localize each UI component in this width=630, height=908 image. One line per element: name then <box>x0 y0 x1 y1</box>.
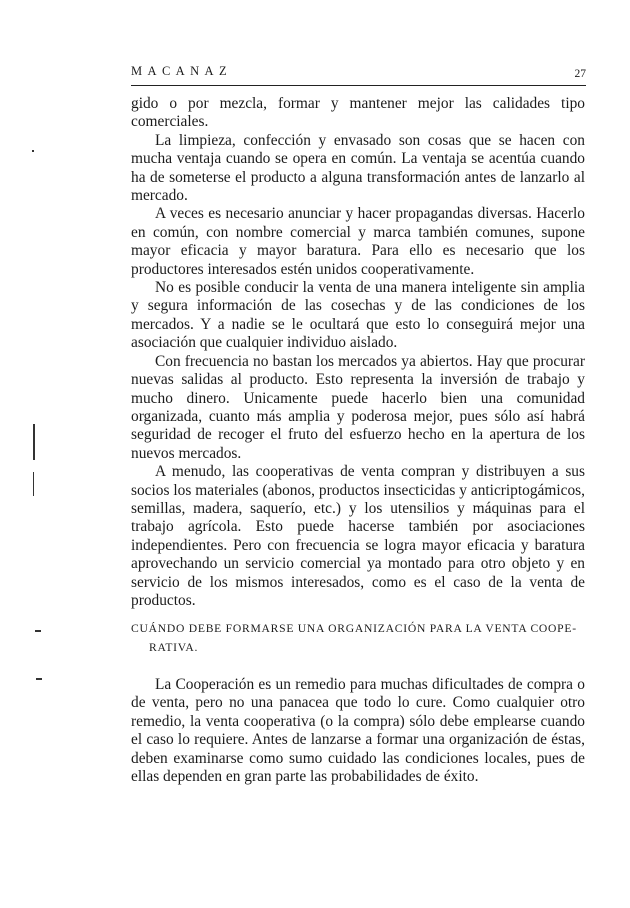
margin-mark <box>35 630 41 632</box>
paragraph-cooperation-remedy: La Cooperación es un remedio para muchas dificultades de compra o de venta, pero no una panacea que todo lo cure. Como cualquier otro remedio, la venta cooperativa (o la compra) sólo debe emplearse cuando el caso lo requiere. Antes de lanzarse a formar una organización de éstas, deben examinarse como sumo cuidado las condiciones locales, pues de ellas dependen en gran parte las probabilidades de éxito. <box>131 676 585 786</box>
page-number: 27 <box>574 68 586 80</box>
running-head <box>131 62 586 82</box>
running-title: MACANAZ <box>131 64 232 78</box>
paragraph-market-information: No es posible conducir la venta de una manera inteligente sin amplia y segura información de las cosechas y de las condiciones de los mercados. Y a nadie se le ocultará que esto lo conseguirá mejor una asociación que cualquier individuo aislado. <box>131 279 585 352</box>
section-heading-line-1: CUÁNDO DEBE FORMARSE UNA ORGANIZACIÓN PARA LA VENTA COOPE- <box>131 622 577 635</box>
body-text <box>131 95 585 610</box>
section-heading <box>131 619 585 657</box>
paragraph-new-markets: Con frecuencia no bastan los mercados ya abiertos. Hay que procurar nuevas salidas al producto. Esto representa la inversión de trabajo y mucho dinero. Unicamente puede hacerlo bien una comunidad organizada, cuanto más amplia y poderosa mejor, pues sólo así habrá seguridad de recoger el fruto del esfuerzo hecho en la apertura de los nuevos mercados. <box>131 352 585 462</box>
margin-mark <box>36 678 42 680</box>
section-heading-line-2: RATIVA. <box>149 641 199 654</box>
paragraph-cleaning-packaging: La limpieza, confección y envasado son cosas que se hacen con mucha ventaja cuando se opera en común. La ventaja se acentúa cuando ha de someterse el producto a alguna transformación antes de lanzarlo al mercado. <box>131 131 585 205</box>
header-rule <box>131 85 586 86</box>
paragraph-continuation: gido o por mezcla, formar y mantener mejor las calidades tipo comerciales. <box>131 95 585 131</box>
margin-mark <box>33 424 35 460</box>
section-body <box>131 676 585 786</box>
margin-mark <box>33 472 34 496</box>
paragraph-advertising: A veces es necesario anunciar y hacer propagandas diversas. Hacerlo en común, con nombre comercial y marca también comunes, supone mayor eficacia y mayor baratura. Para ello es necesario que los productores interesados estén unidos cooperativamente. <box>131 205 585 278</box>
paragraph-purchasing-materials: A menudo, las cooperativas de venta compran y distribuyen a sus socios los materiales (abonos, productos insecticidas y anticriptogámicos, semillas, madera, saquerío, etc.) y los utensilios y máquinas para el trabajo agrícola. Esto puede hacerse también por asociaciones independientes. Pero con frecuencia se logra mayor eficacia y baratura aprovechando un servicio comercial ya montado para otro objeto y en servicio de los mismos interesados, como es el caso de la venta de productos. <box>131 463 585 609</box>
margin-mark <box>32 150 34 152</box>
